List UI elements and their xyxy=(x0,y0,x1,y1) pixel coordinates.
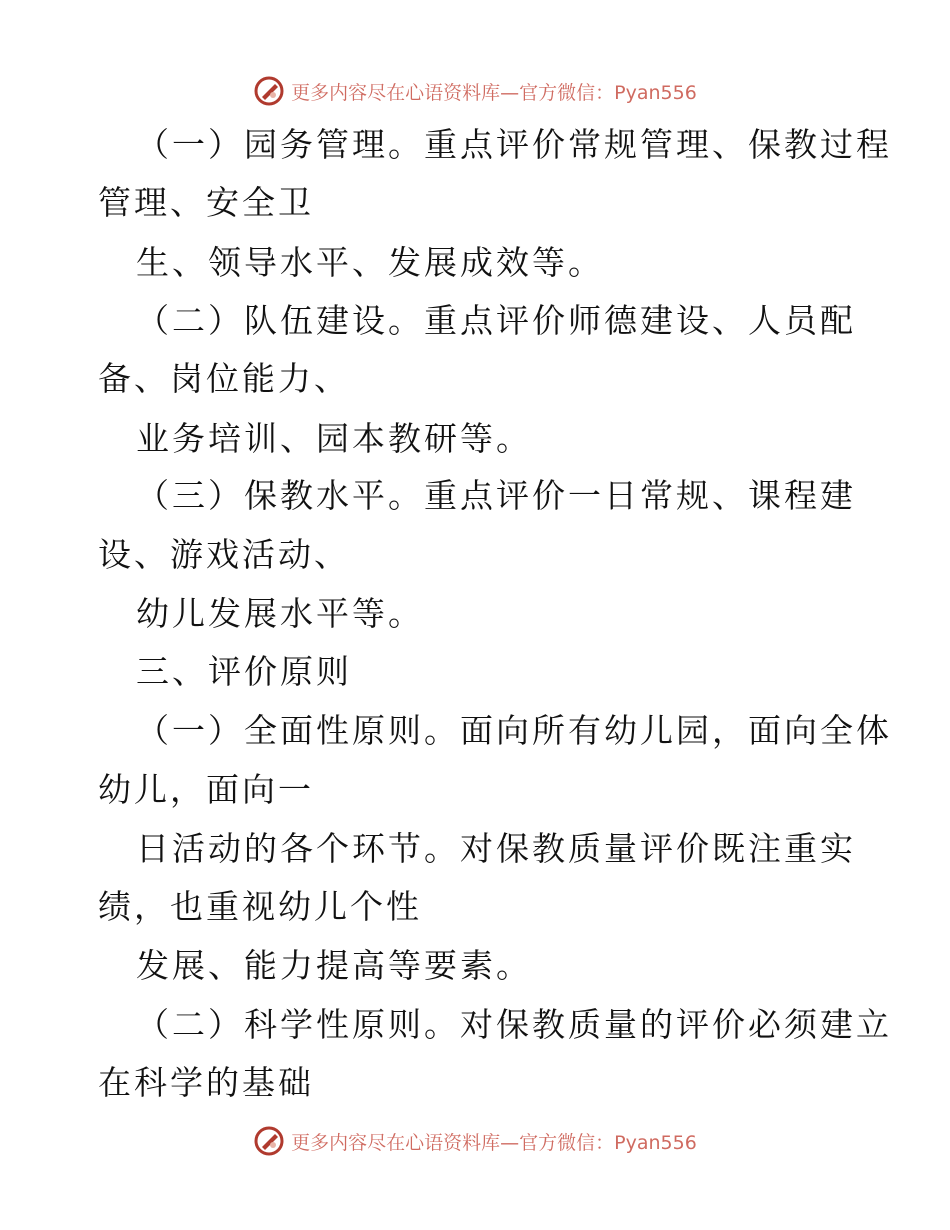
text-line: 生、领导水平、发展成效等。 xyxy=(136,243,604,282)
text-line: 备、岗位能力、 xyxy=(98,359,350,398)
header-watermark-text: 更多内容尽在心语资料库—官方微信：Pyan556 xyxy=(291,81,697,104)
text-line: （一）全面性原则。面向所有幼儿园，面向全体 xyxy=(136,711,892,750)
footer-watermark-banner xyxy=(0,1121,950,1161)
text-line: 幼儿发展水平等。 xyxy=(136,594,424,633)
text-line: 业务培训、园本教研等。 xyxy=(136,419,532,458)
text-line: （三）保教水平。重点评价一日常规、课程建 xyxy=(136,476,856,515)
text-line: （二）队伍建设。重点评价师德建设、人员配 xyxy=(136,301,856,340)
text-line: （二）科学性原则。对保教质量的评价必须建立 xyxy=(136,1005,892,1044)
header-watermark-banner xyxy=(0,71,950,111)
text-line: 日活动的各个环节。对保教质量评价既注重实 xyxy=(136,829,856,868)
text-line: （一）园务管理。重点评价常规管理、保教过程 xyxy=(136,125,892,164)
text-line: 幼儿，面向一 xyxy=(98,770,314,809)
footer-watermark-text: 更多内容尽在心语资料库—官方微信：Pyan556 xyxy=(291,1131,697,1154)
text-line: 发展、能力提高等要素。 xyxy=(136,946,532,985)
text-line: 在科学的基础 xyxy=(98,1063,314,1102)
brand-logo-icon xyxy=(253,75,285,107)
section-heading: 三、评价原则 xyxy=(136,652,352,691)
brand-logo-icon xyxy=(253,1125,285,1157)
text-line: 绩，也重视幼儿个性 xyxy=(98,887,422,926)
text-line: 设、游戏活动、 xyxy=(98,535,350,574)
text-line: 管理、安全卫 xyxy=(98,183,314,222)
